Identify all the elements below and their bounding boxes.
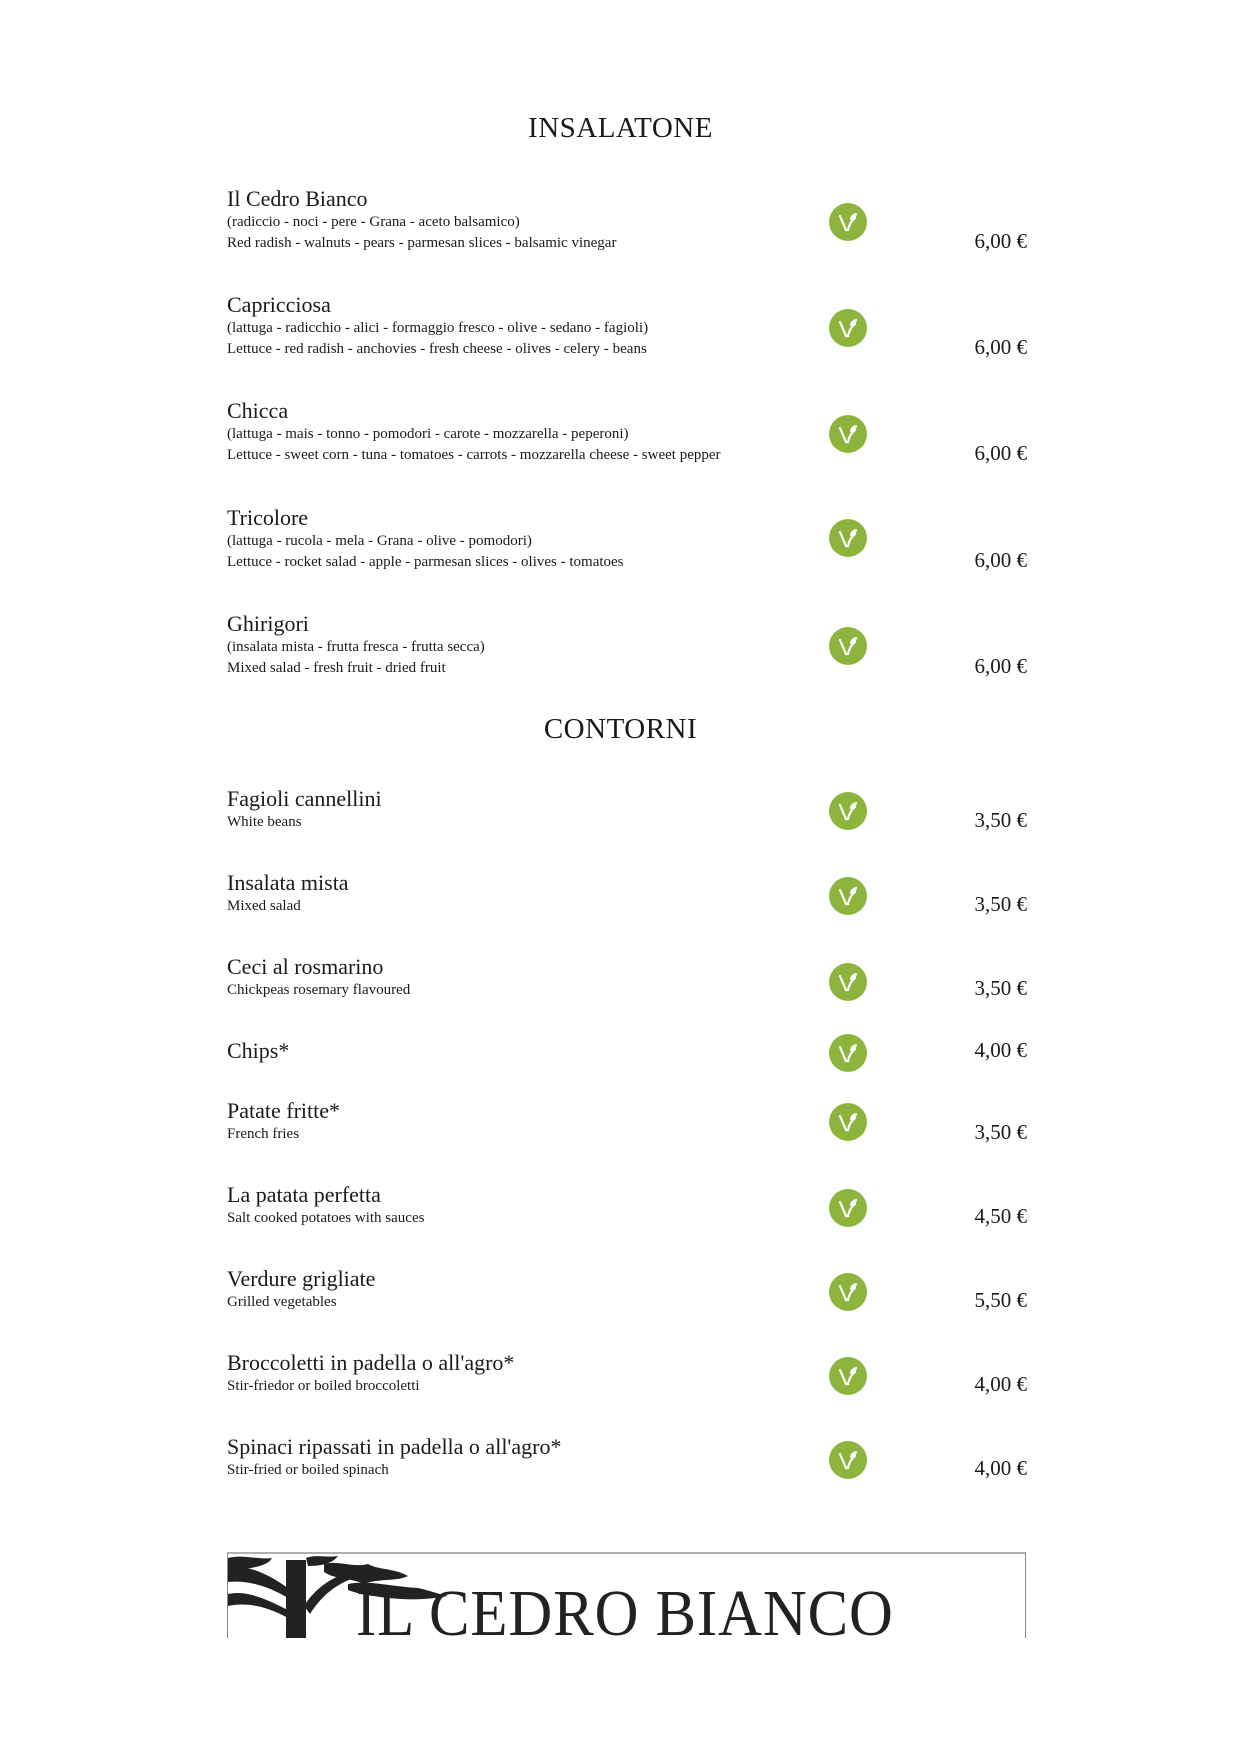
item-name: Capricciosa	[227, 292, 331, 317]
item-desc-it: (radiccio - noci - pere - Grana - aceto balsamico)	[227, 214, 520, 230]
item-price: 6,00 €	[974, 441, 1027, 465]
item-desc-en: Salt cooked potatoes with sauces	[227, 1210, 425, 1226]
vegetarian-leaf-icon	[829, 1441, 867, 1479]
item-name: Verdure grigliate	[227, 1266, 376, 1291]
item-name: Fagioli cannellini	[227, 786, 382, 811]
vegetarian-leaf-icon	[829, 1034, 867, 1072]
menu-item	[227, 1182, 1027, 1229]
vegetarian-leaf-icon	[829, 1357, 867, 1395]
item-name: Chicca	[227, 398, 289, 423]
menu-item	[227, 1434, 1027, 1481]
menu-item	[227, 870, 1027, 917]
vegetarian-leaf-icon	[829, 1273, 867, 1311]
vegetarian-leaf-icon	[829, 415, 867, 453]
restaurant-logo	[227, 1552, 1026, 1638]
item-desc-en: Grilled vegetables	[227, 1294, 337, 1310]
item-desc-en: Mixed salad	[227, 898, 301, 914]
menu-item	[227, 1038, 1027, 1064]
vegetarian-leaf-icon	[829, 309, 867, 347]
menu-item	[227, 611, 1027, 679]
item-price: 3,50 €	[974, 808, 1027, 832]
item-desc-it: (insalata mista - frutta fresca - frutta secca)	[227, 639, 485, 655]
item-price: 6,00 €	[974, 335, 1027, 359]
menu-item	[227, 505, 1027, 573]
item-name: Chips*	[227, 1038, 290, 1063]
item-desc-en: French fries	[227, 1126, 300, 1142]
item-price: 3,50 €	[974, 1120, 1027, 1144]
item-price: 4,00 €	[974, 1456, 1027, 1480]
item-desc-it: (lattuga - radicchio - alici - formaggio fresco - olive - sedano - fagioli)	[227, 320, 649, 336]
menu-item	[227, 186, 1027, 254]
vegetarian-leaf-icon	[829, 963, 867, 1001]
item-desc-en: Lettuce - sweet corn - tuna - tomatoes - carrots - mozzarella cheese - sweet pepper	[227, 447, 721, 463]
item-price: 6,00 €	[974, 548, 1027, 572]
item-name: Ghirigori	[227, 611, 309, 636]
item-price: 6,00 €	[974, 229, 1027, 253]
menu-item	[227, 954, 1027, 1001]
item-price: 4,00 €	[974, 1372, 1027, 1396]
item-name: Spinaci ripassati in padella o all'agro*	[227, 1434, 562, 1459]
item-desc-it: (lattuga - mais - tonno - pomodori - carote - mozzarella - peperoni)	[227, 426, 629, 442]
vegetarian-leaf-icon	[829, 627, 867, 665]
item-name: La patata perfetta	[227, 1182, 381, 1207]
item-desc-en: White beans	[227, 814, 302, 830]
section-title-insalatone: INSALATONE	[528, 112, 713, 144]
menu-item	[227, 1350, 1027, 1397]
section-title-contorni: CONTORNI	[543, 713, 698, 745]
menu-item	[227, 1266, 1027, 1313]
item-price: 4,00 €	[974, 1038, 1027, 1062]
item-desc-en: Red radish - walnuts - pears - parmesan slices - balsamic vinegar	[227, 235, 617, 251]
logo-text: IL CEDRO BIANCO	[356, 1577, 894, 1638]
menu-item	[227, 292, 1027, 360]
item-desc-en: Mixed salad - fresh fruit - dried fruit	[227, 660, 446, 676]
menu-item	[227, 1098, 1027, 1145]
item-price: 3,50 €	[974, 976, 1027, 1000]
item-desc-it: (lattuga - rucola - mela - Grana - olive - pomodori)	[227, 533, 532, 549]
menu-item	[227, 398, 1027, 466]
item-desc-en: Stir-fried or boiled spinach	[227, 1462, 389, 1478]
item-name: Broccoletti in padella o all'agro*	[227, 1350, 515, 1375]
item-price: 5,50 €	[974, 1288, 1027, 1312]
vegetarian-leaf-icon	[829, 1103, 867, 1141]
vegetarian-leaf-icon	[829, 1189, 867, 1227]
item-name: Patate fritte*	[227, 1098, 341, 1123]
item-name: Il Cedro Bianco	[227, 186, 368, 211]
item-name: Ceci al rosmarino	[227, 954, 384, 979]
item-desc-en: Lettuce - red radish - anchovies - fresh cheese - olives - celery - beans	[227, 341, 647, 357]
vegetarian-leaf-icon	[829, 792, 867, 830]
vegetarian-leaf-icon	[829, 203, 867, 241]
item-name: Insalata mista	[227, 870, 349, 895]
item-price: 3,50 €	[974, 892, 1027, 916]
menu-item	[227, 786, 1027, 833]
vegetarian-leaf-icon	[829, 519, 867, 557]
item-price: 4,50 €	[974, 1204, 1027, 1228]
item-price: 6,00 €	[974, 654, 1027, 678]
item-desc-en: Stir-friedor or boiled broccoletti	[227, 1378, 420, 1394]
item-desc-en: Chickpeas rosemary flavoured	[227, 982, 411, 998]
vegetarian-leaf-icon	[829, 877, 867, 915]
item-desc-en: Lettuce - rocket salad - apple - parmesan slices - olives - tomatoes	[227, 554, 624, 570]
item-name: Tricolore	[227, 505, 309, 530]
